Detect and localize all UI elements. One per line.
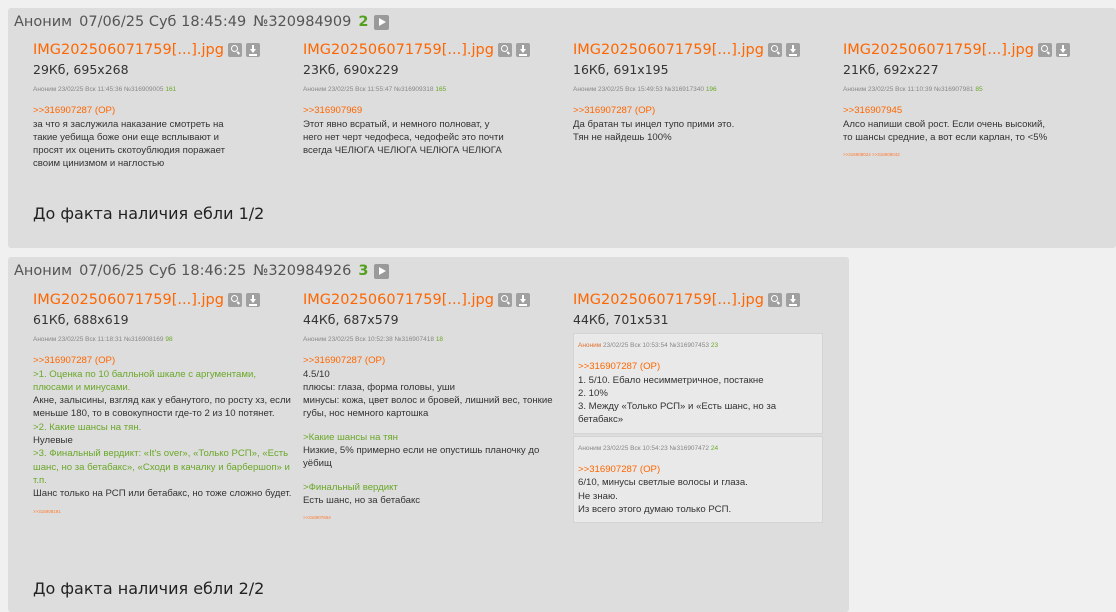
thumb-meta-num: 196 xyxy=(705,86,717,93)
thumb-meta-num: 165 xyxy=(435,86,447,93)
download-icon[interactable] xyxy=(516,293,530,307)
thumb-quote: >1. Оценка по 10 балльной шкале с аргументами, плюсами и минусами. xyxy=(33,368,256,393)
thumb-line: Тян не найдешь 100% xyxy=(573,131,672,143)
file-info: 21Кб, 692x227 xyxy=(843,62,939,77)
thumb-line: 2. 10% xyxy=(578,387,608,399)
search-icon[interactable] xyxy=(498,43,512,57)
thumb-meta: Аноним 23/02/25 Вск 11:45:36 №316909005 xyxy=(33,86,164,93)
thumb-reply-link: >>316907287 (OP) xyxy=(303,355,386,367)
file-info: 44Кб, 687x579 xyxy=(303,312,399,327)
thumb-reply-link: >>316907287 (OP) xyxy=(573,105,656,117)
file-attachment xyxy=(33,291,295,518)
reply-count[interactable]: 3 xyxy=(358,263,369,279)
image-thumbnail[interactable] xyxy=(573,83,835,144)
search-icon[interactable] xyxy=(1038,43,1052,57)
file-attachment xyxy=(303,291,565,525)
thumb-meta-num: 24 xyxy=(710,444,719,452)
post xyxy=(8,257,849,612)
file-name-link[interactable]: IMG202506071759[...].jpg xyxy=(573,42,764,58)
file-name-link[interactable]: IMG202506071759[...].jpg xyxy=(303,292,494,308)
download-icon[interactable] xyxy=(786,293,800,307)
quoted-reply-box xyxy=(573,333,823,434)
post-date: 07/06/25 Суб 18:45:49 xyxy=(79,14,247,30)
image-thumbnail[interactable] xyxy=(843,83,1105,161)
thumb-meta-num: 98 xyxy=(165,336,173,343)
file-info: 16Кб, 691x195 xyxy=(573,62,669,77)
thumb-text: Шанс только на РСП или бетабакс, но тоже сложно будет. xyxy=(33,488,292,500)
thumb-line: 3. Между «Только РСП» и «Есть шанс, но за бетабакс» xyxy=(578,401,777,426)
post-author: Аноним xyxy=(14,14,73,30)
thumb-reply-link: >>316907287 (OP) xyxy=(578,361,661,373)
thumb-text: Нулевые xyxy=(33,435,73,447)
thumb-line: Алсо напиши свой рост. Если очень высокий, xyxy=(843,118,1046,130)
search-icon[interactable] xyxy=(768,43,782,57)
file-info: 44Кб, 701x531 xyxy=(573,312,669,327)
search-icon[interactable] xyxy=(228,43,242,57)
thumb-pros: плюсы: глаза, форма головы, уши xyxy=(303,381,455,393)
file-info: 29Кб, 695x268 xyxy=(33,62,129,77)
quoted-reply-box xyxy=(573,436,823,523)
file-attachment xyxy=(303,41,565,157)
thumb-reply-link: >>316907287 (OP) xyxy=(33,355,116,367)
image-thumbnail[interactable] xyxy=(33,83,295,171)
post-header xyxy=(14,263,389,279)
thumb-line: всегда ЧЕЛЮГА ЧЕЛЮГА ЧЕЛЮГА ЧЕЛЮГА xyxy=(303,145,502,157)
thumb-meta: Аноним 23/02/25 Вск 10:52:38 №316907418 xyxy=(303,336,434,343)
thumb-tiny-links: >>316908024 >>316908042 xyxy=(843,152,900,158)
thumb-reply-link: >>316907287 (OP) xyxy=(33,105,116,117)
file-info: 61Кб, 688x619 xyxy=(33,312,129,327)
file-attachment xyxy=(573,291,835,523)
expand-play-icon[interactable] xyxy=(374,15,389,30)
thumb-line: то шансы средние, а вот если карлан, то <5% xyxy=(843,131,1048,143)
file-info: 23Кб, 690x229 xyxy=(303,62,399,77)
post-number[interactable]: №320984909 xyxy=(253,14,352,30)
thumb-quote: >Финальный вердикт xyxy=(303,481,398,493)
image-thumbnail[interactable] xyxy=(303,333,565,525)
post-number[interactable]: №320984926 xyxy=(253,263,352,279)
thumb-text: Низкие, 5% примерно если не опустишь планочку до уёбищ xyxy=(303,445,540,470)
thumb-cons: минусы: кожа, цвет волос и бровей, лишний вес, тонкие губы, нос немного картошка xyxy=(303,395,553,420)
thumb-quote: >2. Какие шансы на тян. xyxy=(33,421,142,433)
thumb-score: 4.5/10 xyxy=(303,368,330,380)
reply-count[interactable]: 2 xyxy=(358,14,369,30)
thumb-meta-num: 23 xyxy=(710,342,719,349)
thumb-reply-link: >>316907287 (OP) xyxy=(578,464,661,476)
download-icon[interactable] xyxy=(246,43,260,57)
thumb-meta-author: Аноним xyxy=(578,342,602,349)
thumb-line: 6/10, минусы светлые волосы и глаза. xyxy=(578,477,748,489)
file-attachment xyxy=(33,41,295,171)
thumb-line: за что я заслужила наказание смотреть на xyxy=(33,118,224,130)
file-name-link[interactable]: IMG202506071759[...].jpg xyxy=(843,42,1034,58)
thumb-meta: 23/02/25 Вск 10:54:23 №316907472 xyxy=(603,444,710,452)
thumb-quote: >3. Финальный вердикт: «It's over», «Только РСП», «Есть шанс, но за бетабакс», «Сходи в качалку и барбершоп» и т.п. xyxy=(33,448,290,486)
thumb-reply-link: >>316907969 xyxy=(303,105,363,117)
download-icon[interactable] xyxy=(786,43,800,57)
thumb-line: просят их оценить скотоублюдия поражает xyxy=(33,145,225,157)
thumb-quote: >Какие шансы на тян xyxy=(303,431,398,443)
file-name-link[interactable]: IMG202506071759[...].jpg xyxy=(33,42,224,58)
thumb-meta-num: 85 xyxy=(975,86,983,93)
download-icon[interactable] xyxy=(246,293,260,307)
thumb-line: Не знаю. xyxy=(578,490,618,502)
thumb-line: Да братан ты инцел тупо прими это. xyxy=(573,118,735,130)
thumb-line: 1. 5/10. Ебало несимметричное, постакне xyxy=(578,374,764,386)
file-name-link[interactable]: IMG202506071759[...].jpg xyxy=(573,292,764,308)
file-name-link[interactable]: IMG202506071759[...].jpg xyxy=(303,42,494,58)
search-icon[interactable] xyxy=(228,293,242,307)
thumb-line: Этот явно всратый, и немного полноват, у xyxy=(303,118,490,130)
file-attachment xyxy=(843,41,1105,161)
download-icon[interactable] xyxy=(516,43,530,57)
post xyxy=(8,8,1116,248)
file-attachment xyxy=(573,41,835,144)
thumb-meta: Аноним 23/02/25 Вск 11:18:31 №316908169 xyxy=(33,336,164,343)
thumb-meta-num: 18 xyxy=(435,336,444,343)
download-icon[interactable] xyxy=(1056,43,1070,57)
thumb-line: такие уебища боже они еще всплывают и xyxy=(33,131,219,143)
thumb-tiny-links: >>316907654 xyxy=(303,515,331,521)
image-thumbnail[interactable] xyxy=(303,83,565,157)
thumb-reply-link: >>316907945 xyxy=(843,105,903,117)
post-date: 07/06/25 Суб 18:46:25 xyxy=(79,263,247,279)
post-comment: До факта наличия ебли 1/2 xyxy=(33,204,265,223)
thumb-meta: Аноним 23/02/25 Вск 15:49:53 №316917340 xyxy=(573,86,704,93)
image-thumbnail[interactable] xyxy=(573,333,823,523)
thumb-meta-author: Аноним xyxy=(578,444,602,452)
search-icon[interactable] xyxy=(768,293,782,307)
thumb-text: Акне, залысины, взгляд как у ебанутого, по росту хз, если меньше 180, то в совокупности где-то 2 из 10 потянет. xyxy=(33,395,291,420)
post-header xyxy=(14,14,389,30)
file-name-link[interactable]: IMG202506071759[...].jpg xyxy=(33,292,224,308)
image-thumbnail[interactable] xyxy=(33,333,295,518)
search-icon[interactable] xyxy=(498,293,512,307)
thumb-line: своим цинизмом и наглостью xyxy=(33,158,165,170)
post-comment: До факта наличия ебли 2/2 xyxy=(33,579,265,598)
thumb-text: Есть шанс, но за бетабакс xyxy=(303,494,421,506)
thumb-tiny-links: >>316908191 xyxy=(33,508,61,514)
thumb-meta: Аноним 23/02/25 Вск 11:55:47 №316909318 xyxy=(303,86,434,93)
thumb-line: Из всего этого думаю только РСП. xyxy=(578,503,732,515)
post-author: Аноним xyxy=(14,263,73,279)
thumb-line: него нет черт чедофеса, чедофейс это почти xyxy=(303,131,504,143)
thumb-meta: Аноним 23/02/25 Вск 11:10:39 №316907981 xyxy=(843,86,974,93)
expand-play-icon[interactable] xyxy=(374,264,389,279)
thumb-meta-num: 161 xyxy=(165,86,177,93)
thumb-meta: 23/02/25 Вск 10:53:54 №316907453 xyxy=(603,342,710,349)
